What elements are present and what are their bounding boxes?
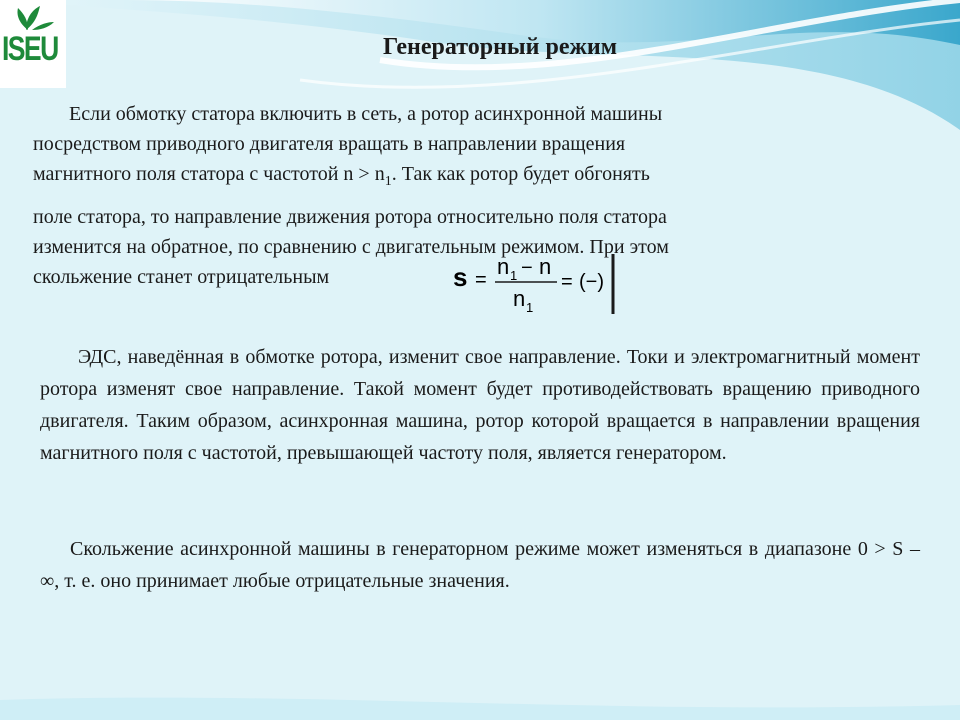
formula-denominator-sub: 1 [526, 300, 534, 315]
slip-formula [453, 250, 623, 316]
formula-numerator-b: n [539, 254, 552, 279]
formula-denominator: n [513, 286, 526, 311]
paragraph-line [33, 159, 933, 197]
formula-minus: − [521, 257, 533, 279]
slide-title: Генераторный режим [382, 34, 618, 60]
leaf-icon [6, 2, 60, 32]
formula-equals: = [475, 269, 487, 291]
paragraph-line: поле статора, то направление движения ротора относительно поля статора [33, 206, 667, 228]
paragraph-line: Если обмотку статора включить в сеть, а ротор асинхронной машины [69, 103, 663, 125]
paragraph-line-text: . Так как ротор будет обгонять [391, 163, 650, 185]
formula-lhs: s [453, 262, 468, 292]
formula-numerator-a-sub: 1 [510, 268, 518, 283]
paragraph-line: изменится на обратное, по сравнению с двигательным режимом. При этом [33, 236, 669, 258]
formula-equals-2: = [561, 271, 573, 293]
paragraph-line: посредством приводного двигателя вращать в направлении вращения [33, 133, 626, 155]
formula-result: (−) [579, 271, 604, 293]
paragraph-slip-range [40, 533, 920, 597]
paragraph-line: скольжение станет отрицательным [33, 266, 330, 288]
paragraph-line-text: магнитного поля статора с частотой n > n [33, 163, 385, 185]
paragraph-text: ЭДС, наведённая в обмотке ротора, изменит свое направление. Токи и электромагнитный момент ротора изменят свое направление. Такой момент будет противодействовать вращению приводного двигателя. Таким образом, асинхронная машина, ротор которой вращается в направлении вращения магнитного поля с частотой, превышающей частоту поля, является генератором. [40, 346, 920, 464]
subscript: 1 [384, 174, 392, 189]
paragraph-emf [40, 341, 920, 469]
formula-numerator-a: n [497, 254, 510, 279]
paragraph-text: Скольжение асинхронной машины в генераторном режиме может изменяться в диапазоне 0 > S – ∞, т. е. оно принимает любые отрицательные значения. [40, 538, 920, 592]
logo-text: ISEU [2, 30, 58, 68]
